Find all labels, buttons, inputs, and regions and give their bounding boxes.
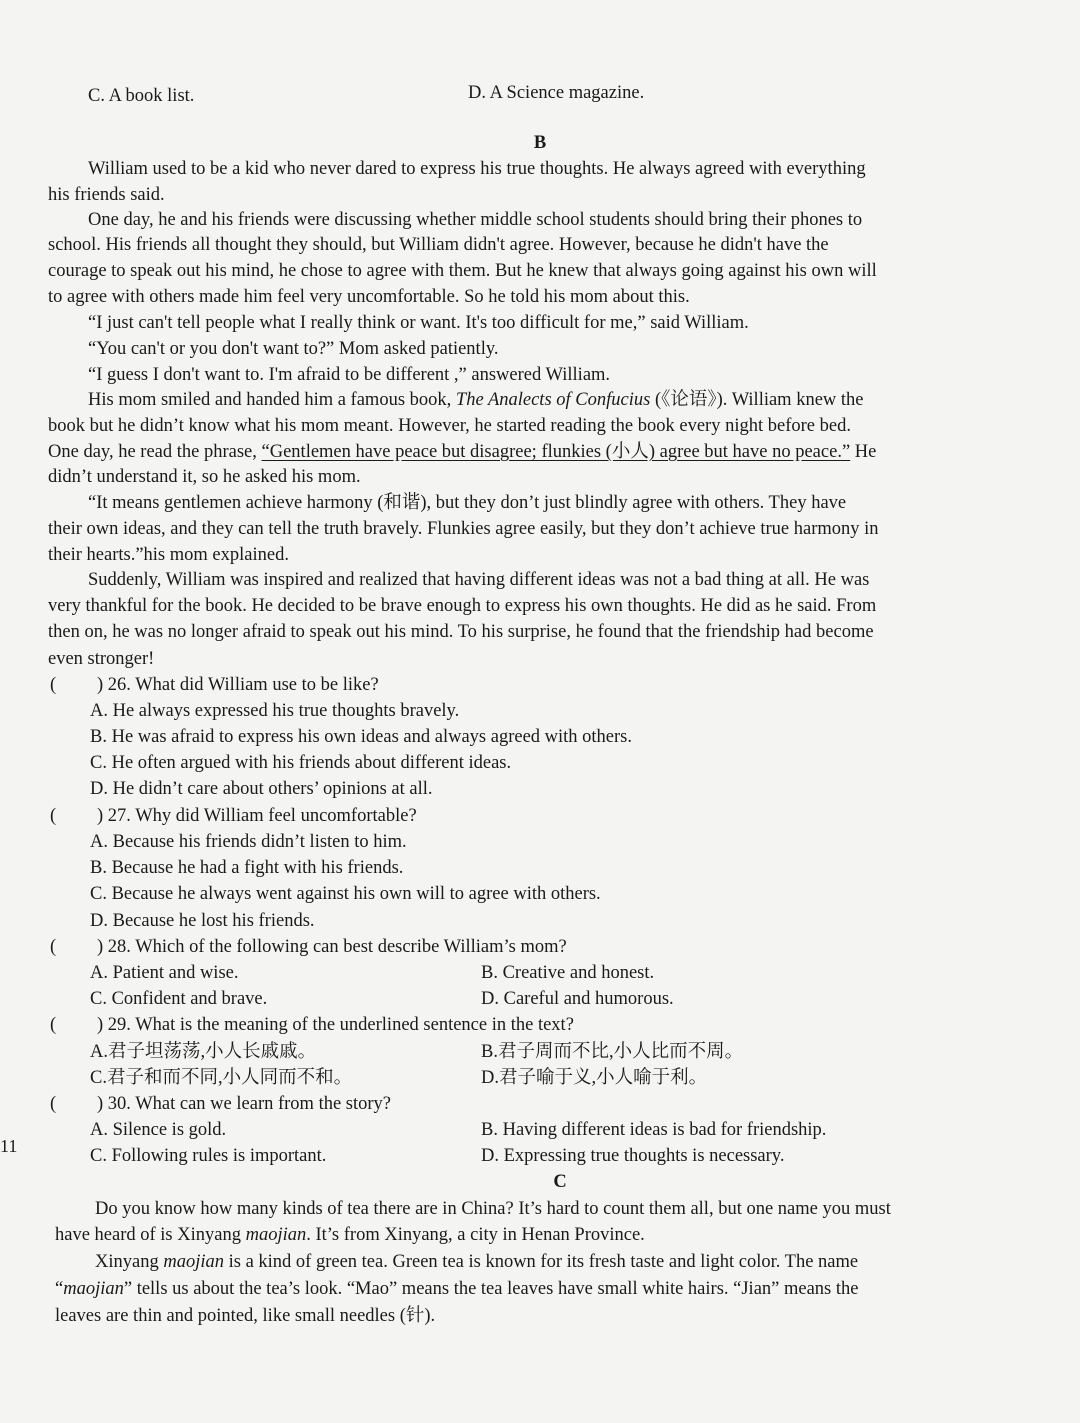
text-span: Xinyang bbox=[95, 1252, 164, 1272]
question-stem: ) 30. What can we learn from the story? bbox=[97, 1094, 392, 1114]
paragraph-line: school. His friends all thought they should, but William didn't agree. However, because he didn't have the bbox=[48, 235, 829, 255]
answer-option: A. He always expressed his true thoughts bravely. bbox=[90, 701, 460, 721]
text-span: His mom smiled and handed him a famous book, bbox=[88, 390, 456, 410]
answer-option: D. Careful and humorous. bbox=[481, 989, 674, 1009]
paragraph-line: their own ideas, and they can tell the truth bravely. Flunkies agree easily, but they don’t achieve true harmony in bbox=[48, 519, 879, 539]
dialogue-line: “You can't or you don't want to?” Mom asked patiently. bbox=[88, 339, 499, 359]
dialogue-line: “I guess I don't want to. I'm afraid to be different ,” answered William. bbox=[88, 365, 611, 385]
answer-option: D. Expressing true thoughts is necessary. bbox=[481, 1146, 785, 1166]
answer-option: B. He was afraid to express his own ideas and always agreed with others. bbox=[90, 727, 633, 747]
paragraph-line: William used to be a kid who never dared to express his true thoughts. He always agreed with everything bbox=[88, 159, 866, 179]
answer-bracket[interactable]: ( bbox=[50, 675, 57, 695]
italic-term: maojian bbox=[163, 1252, 224, 1272]
margin-mark: 11 bbox=[0, 1136, 18, 1156]
answer-option: D.君子喻于义,小人喻于利。 bbox=[481, 1068, 708, 1088]
paragraph-line: book but he didn’t know what his mom meant. However, he started reading the book every night before bed. bbox=[48, 416, 851, 436]
section-c-heading: C bbox=[553, 1172, 567, 1192]
answer-option: A. Because his friends didn’t listen to him. bbox=[90, 832, 407, 852]
paragraph-line: very thankful for the book. He decided to be brave enough to express his own thoughts. He did as he said. From bbox=[48, 596, 877, 616]
paragraph-line: then on, he was no longer afraid to speak out his mind. To his surprise, he found that the friendship had become bbox=[48, 622, 874, 642]
dialogue-line: “I just can't tell people what I really think or want. It's too difficult for me,” said William. bbox=[88, 313, 749, 333]
question-stem: ) 26. What did William use to be like? bbox=[97, 675, 379, 695]
answer-bracket[interactable]: ( bbox=[50, 1094, 57, 1114]
text-span: . It’s from Xinyang, a city in Henan Province. bbox=[306, 1225, 645, 1245]
paragraph-line bbox=[95, 1250, 858, 1274]
text-span: ” tells us about the tea’s look. “Mao” means the tea leaves have small white hairs. “Jian” means the bbox=[123, 1279, 859, 1299]
book-title: The Analects of Confucius bbox=[455, 390, 651, 410]
paragraph-line: “It means gentlemen achieve harmony (和谐), but they don’t just blindly agree with others. They have bbox=[88, 493, 847, 513]
answer-bracket[interactable]: ( bbox=[50, 806, 57, 826]
paragraph-line: to agree with others made him feel very uncomfortable. So he told his mom about this. bbox=[48, 287, 690, 307]
answer-option: B. Having different ideas is bad for friendship. bbox=[481, 1120, 827, 1140]
answer-option: C. Confident and brave. bbox=[90, 989, 268, 1009]
answer-option: A. Silence is gold. bbox=[90, 1120, 227, 1140]
answer-option: A. Patient and wise. bbox=[90, 963, 239, 983]
answer-option: A.君子坦荡荡,小人长戚戚。 bbox=[90, 1042, 317, 1062]
text-span: One day, he read the phrase, bbox=[48, 442, 262, 462]
paragraph-line: even stronger! bbox=[48, 649, 155, 669]
answer-option: D. Because he lost his friends. bbox=[90, 911, 315, 931]
underlined-sentence: “Gentlemen have peace but disagree; flunkies (小人) agree but have no peace.” bbox=[261, 442, 851, 462]
answer-option: D. He didn’t care about others’ opinions at all. bbox=[90, 779, 433, 799]
paragraph-line bbox=[48, 440, 876, 464]
answer-option: C. Following rules is important. bbox=[90, 1146, 327, 1166]
question-stem: ) 28. Which of the following can best describe William’s mom? bbox=[97, 937, 567, 957]
paragraph-line: didn’t understand it, so he asked his mom. bbox=[48, 467, 361, 487]
answer-bracket[interactable]: ( bbox=[50, 1015, 57, 1035]
answer-bracket[interactable]: ( bbox=[50, 937, 57, 957]
text-span: “ bbox=[55, 1279, 64, 1299]
paragraph-line bbox=[88, 388, 864, 412]
paragraph-line bbox=[55, 1223, 645, 1247]
question-stem: ) 29. What is the meaning of the underlined sentence in the text? bbox=[97, 1015, 574, 1035]
italic-term: maojian bbox=[63, 1279, 124, 1299]
paragraph-line bbox=[55, 1277, 858, 1301]
text-span: (《论语》). William knew the bbox=[650, 390, 864, 410]
answer-option: C.君子和而不同,小人同而不和。 bbox=[90, 1068, 353, 1088]
paragraph-line: Suddenly, William was inspired and realized that having different ideas was not a bad thing at all. He was bbox=[88, 570, 870, 590]
option-c-book-list: C. A book list. bbox=[88, 86, 195, 106]
question-stem: ) 27. Why did William feel uncomfortable? bbox=[97, 806, 417, 826]
text-span: He bbox=[850, 442, 877, 462]
answer-option: C. He often argued with his friends about different ideas. bbox=[90, 753, 512, 773]
answer-option: B. Creative and honest. bbox=[481, 963, 655, 983]
paragraph-line: courage to speak out his mind, he chose to agree with them. But he knew that always going against his own will bbox=[48, 261, 877, 281]
section-b-heading: B bbox=[533, 133, 547, 153]
paragraph-line: leaves are thin and pointed, like small needles (针). bbox=[55, 1306, 436, 1326]
paragraph-line: Do you know how many kinds of tea there are in China? It’s hard to count them all, but one name you must bbox=[95, 1199, 891, 1219]
answer-option: B.君子周而不比,小人比而不周。 bbox=[481, 1042, 744, 1062]
paragraph-line: their hearts.”his mom explained. bbox=[48, 545, 289, 565]
paragraph-line: his friends said. bbox=[48, 185, 165, 205]
answer-option: B. Because he had a fight with his friends. bbox=[90, 858, 404, 878]
answer-option: C. Because he always went against his own will to agree with others. bbox=[90, 884, 601, 904]
text-span: is a kind of green tea. Green tea is known for its fresh taste and light color. The name bbox=[223, 1252, 859, 1272]
text-span: have heard of is Xinyang bbox=[55, 1225, 246, 1245]
option-d-science-magazine: D. A Science magazine. bbox=[468, 83, 645, 103]
paragraph-line: One day, he and his friends were discussing whether middle school students should bring their phones to bbox=[88, 210, 863, 230]
italic-term: maojian bbox=[245, 1225, 307, 1245]
